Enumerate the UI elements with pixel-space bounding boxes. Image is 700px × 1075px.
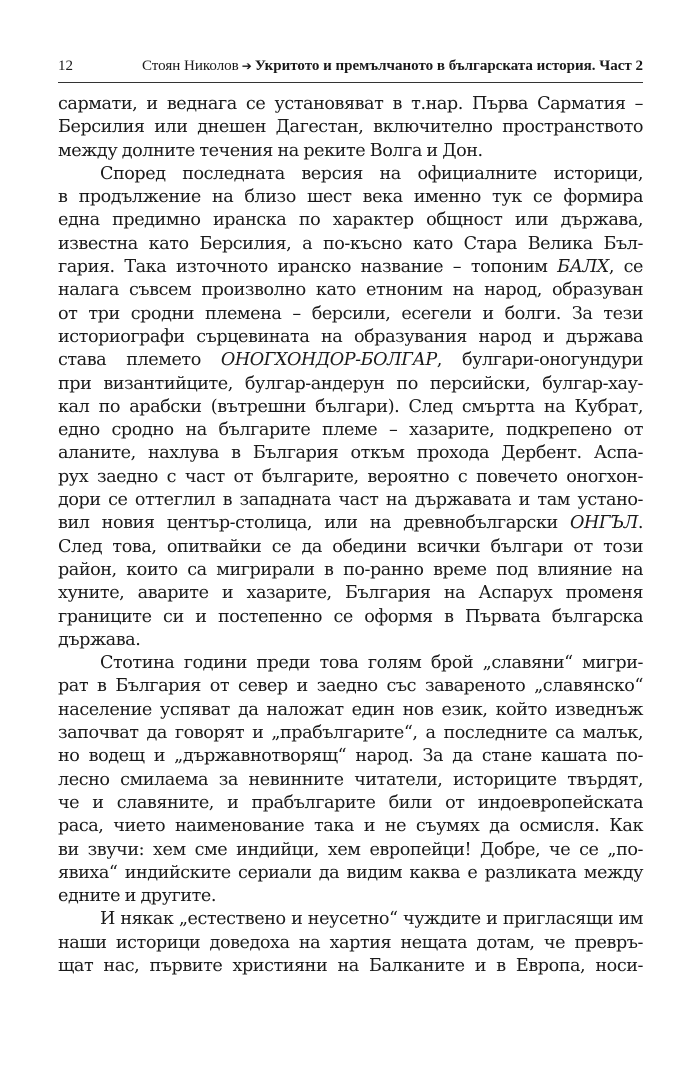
text-segment: започват да говорят и „прабългарите“, а последните са малък,	[58, 723, 643, 744]
text-segment: границите си и постепенно се оформя в Първата българска	[58, 606, 643, 627]
text-line	[58, 582, 643, 605]
text-line	[58, 186, 643, 209]
text-line	[58, 908, 643, 931]
italic-term: БАЛХ	[557, 257, 609, 278]
text-line	[58, 209, 643, 232]
text-segment: едните и другите.	[58, 886, 217, 907]
text-segment: , булгари-оногундури	[436, 350, 643, 371]
text-line	[58, 699, 643, 722]
text-segment: от три сродни племена – берсили, есегели и болги. За тези	[58, 303, 643, 324]
text-segment: известна като Берсилия, а по-късно като Стара Велика Бъл-	[58, 233, 643, 254]
text-line	[58, 93, 643, 116]
text-segment: гария. Така източното иранско название – топоним	[58, 257, 558, 278]
page-number: 12	[58, 58, 73, 74]
text-line	[58, 769, 643, 792]
text-segment: дори се оттеглил в западната част на държавата и там устано-	[58, 490, 643, 511]
text-line	[58, 442, 643, 465]
text-line	[58, 419, 643, 442]
text-segment: рат в България от север и заедно със завареното „славянско“	[58, 676, 643, 697]
arrow-right-icon: ➔	[241, 59, 252, 73]
text-segment: вил новия център-столица, или на древнобългарски	[58, 513, 571, 534]
text-segment: налага съвсем произволно като етноним на народ, образуван	[58, 280, 643, 301]
text-segment: район, които са мигрирали в по-ранно време под влияние на	[58, 559, 643, 580]
text-segment: , се	[608, 257, 643, 278]
text-segment: население успяват да наложат един нов език, който изведнъж	[58, 699, 643, 720]
text-segment: хуните, аварите и хазарите, България на Аспарух променя	[58, 583, 643, 604]
text-line	[58, 745, 643, 768]
text-line	[58, 839, 643, 862]
text-line	[58, 606, 643, 629]
text-line	[58, 233, 643, 256]
text-line	[58, 279, 643, 302]
body-text	[58, 93, 643, 978]
running-head	[142, 58, 643, 75]
text-line	[58, 326, 643, 349]
text-segment: раса, чието наименование така и не съумях да осмисля. Как	[58, 816, 643, 837]
text-segment: но водещ и „държавнотворящ“ народ. За да стане кашата по-	[58, 746, 643, 767]
text-segment: Берсилия или днешен Дагестан, включително пространството	[58, 117, 643, 138]
text-segment: След това, опитвайки се да обедини всички българи от този	[58, 536, 643, 557]
text-line	[58, 256, 643, 279]
text-segment: аланите, нахлува в България откъм прохода Дербент. Аспа-	[58, 443, 643, 464]
text-line	[58, 536, 643, 559]
text-line	[58, 466, 643, 489]
text-segment: между долните течения на реките Волга и Дон.	[58, 140, 483, 161]
text-line	[58, 675, 643, 698]
text-line	[58, 116, 643, 139]
text-segment: едно сродно на българите племе – хазарите, подкрепено от	[58, 420, 643, 441]
text-line	[58, 559, 643, 582]
text-line	[58, 303, 643, 326]
text-line	[58, 815, 643, 838]
text-segment: при византийците, булгар-андерун по персийски, булгар-хау-	[58, 373, 643, 394]
text-segment: сармати, и веднага се установяват в т.нар. Първа Сарматия –	[58, 94, 643, 114]
text-line	[58, 512, 643, 535]
text-segment: става племето	[58, 350, 221, 371]
text-segment: една предимно иранска по характер общност или държава,	[58, 210, 643, 231]
text-line	[58, 885, 643, 908]
text-line	[58, 652, 643, 675]
text-segment: историографи сърцевината на образувания народ и държава	[58, 326, 643, 347]
text-segment: Стотина години преди това голям брой „славяни“ мигри-	[100, 653, 643, 674]
text-line	[58, 396, 643, 419]
text-segment: .	[637, 513, 643, 534]
text-segment: ви звучи: хем сме индийци, хем европейци! Добре, че се „по-	[58, 839, 643, 860]
text-line	[58, 792, 643, 815]
text-segment: явиха“ индийските сериали да видим каква е разликата между	[58, 862, 643, 883]
text-segment: лесно смилаема за невинните читатели, историците твърдят,	[58, 769, 643, 790]
text-segment: в продължение на близо шест века именно тук се формира	[58, 187, 643, 208]
italic-term: ОНГЪЛ	[570, 513, 638, 534]
text-line	[58, 862, 643, 885]
text-line	[58, 140, 643, 163]
text-line	[58, 955, 643, 978]
running-header	[58, 52, 643, 83]
author-name: Стоян Николов	[141, 58, 239, 74]
text-line	[58, 932, 643, 955]
text-segment: наши историци доведоха на хартия нещата дотам, че превръ-	[58, 932, 643, 953]
text-segment: кал по арабски (вътрешни българи). След смъртта на Кубрат,	[58, 396, 643, 417]
book-title: Укритото и премълчаното в българската история. Част 2	[254, 58, 643, 74]
text-segment: щат нас, първите християни на Балканите и в Европа, носи-	[58, 955, 643, 976]
text-segment: че и славяните, и прабългарите били от индоевропейската	[58, 792, 643, 813]
text-line	[58, 722, 643, 745]
text-segment: И някак „естествено и неусетно“ чуждите и пригласящи им	[100, 909, 643, 930]
italic-term: ОНОГХОНДОР-БОЛГАР	[220, 350, 437, 371]
text-segment: Според последната версия на официалните историци,	[100, 163, 643, 184]
text-segment: рух заедно с част от българите, вероятно с повечето оногхон-	[58, 466, 643, 487]
text-line	[58, 349, 643, 372]
text-segment: държава.	[58, 629, 141, 650]
text-line	[58, 373, 643, 396]
text-line	[58, 629, 643, 652]
text-line	[58, 489, 643, 512]
text-line	[58, 163, 643, 186]
